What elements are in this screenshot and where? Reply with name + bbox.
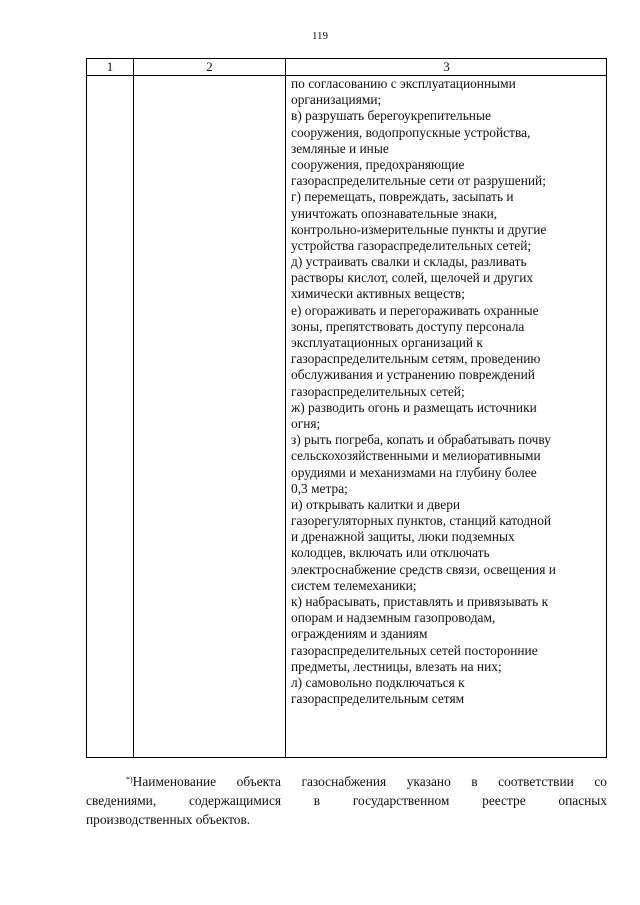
footnote	[86, 772, 607, 829]
table-text-line: систем телемеханики;	[291, 577, 417, 593]
table-text-line: предметы, лестницы, влезать на них;	[291, 658, 502, 674]
footnote-line-1	[86, 772, 607, 791]
table-text-line: уничтожать опознавательные знаки,	[291, 205, 498, 221]
table-text-line: и дренажной защиты, люки подземных	[291, 529, 515, 545]
table-text-line: 0,3 метра;	[291, 480, 348, 496]
table-text-line: растворы кислот, солей, щелочей и других	[291, 270, 534, 286]
table-text-line: газораспределительным сетям	[291, 691, 465, 707]
footnote-line-2: сведениями, содержащимися в государственном реестре опасных	[86, 793, 607, 808]
footnote-line-1-text: Наименование объекта газоснабжения указано в соответствии со	[132, 774, 607, 789]
table-text-line: ограждениям и зданиям	[291, 626, 428, 642]
footnote-mark: *)	[126, 775, 133, 784]
table-text-line: орудиями и механизмами на глубину более	[291, 464, 537, 480]
table-text-line: газораспределительных сетей посторонние	[291, 642, 538, 658]
table-text-line: г) перемещать, повреждать, засыпать и	[291, 189, 514, 205]
table-text-line: по согласованию с эксплуатационными	[291, 76, 516, 91]
table-text-line: ж) разводить огонь и размещать источники	[291, 399, 537, 415]
table-text-line: газораспределительные сети от разрушений;	[291, 173, 546, 189]
column-header-1: 1	[106, 59, 114, 74]
table-text-line: з) рыть погреба, копать и обрабатывать почву	[291, 432, 551, 448]
table-text-line: обслуживания и устранению повреждений	[291, 367, 535, 383]
table-text-line: электроснабжение средств связи, освещения и	[291, 561, 556, 577]
table-text-line: газорегуляторных пунктов, станций катодной	[291, 513, 552, 529]
column-divider-2	[285, 59, 286, 757]
table-text-line: д) устраивать свалки и склады, разливать	[291, 254, 527, 270]
table-text-line: газораспределительных сетей;	[291, 383, 465, 399]
page-number: 119	[311, 30, 329, 42]
table-text-line: в) разрушать берегоукрепительные	[291, 108, 491, 124]
table-text-line: и) открывать калитки и двери	[291, 496, 461, 512]
table-text-line: газораспределительным сетям, проведению	[291, 351, 541, 367]
table-text-line: сооружения, предохраняющие	[291, 156, 465, 172]
table-text-line: сооружения, водопропускные устройства,	[291, 124, 531, 140]
table-text-line: е) огораживать и перегораживать охранные	[291, 302, 539, 318]
table-text-line: контрольно-измерительные пункты и другие	[291, 221, 547, 237]
table-text-line: огня;	[291, 415, 321, 431]
requirements-table	[86, 58, 607, 758]
footnote-line-3: производственных объектов.	[86, 812, 251, 827]
column-header-3: 3	[443, 59, 450, 74]
table-text-line: к) набрасывать, приставлять и привязывать к	[291, 594, 549, 609]
table-text-line: сельскохозяйственными и мелиоративными	[291, 448, 541, 464]
table-text-line: организациями;	[291, 92, 382, 108]
table-text-line: эксплуатационных организаций к	[291, 335, 483, 350]
table-text-line: зоны, препятствовать доступу персонала	[291, 318, 525, 334]
table-text-line: опорам и надземным газопроводам,	[291, 610, 496, 626]
table-text-line: л) самовольно подключаться к	[291, 674, 465, 690]
table-text-line: земляные и иные	[291, 140, 389, 156]
table-text-line: устройства газораспределительных сетей;	[291, 237, 532, 253]
table-text-line: химически активных веществ;	[291, 286, 465, 302]
column-3-text	[291, 76, 605, 707]
column-header-2: 2	[206, 59, 213, 74]
table-text-line: колодцев, включать или отключать	[291, 545, 490, 561]
column-divider-1	[133, 59, 134, 757]
